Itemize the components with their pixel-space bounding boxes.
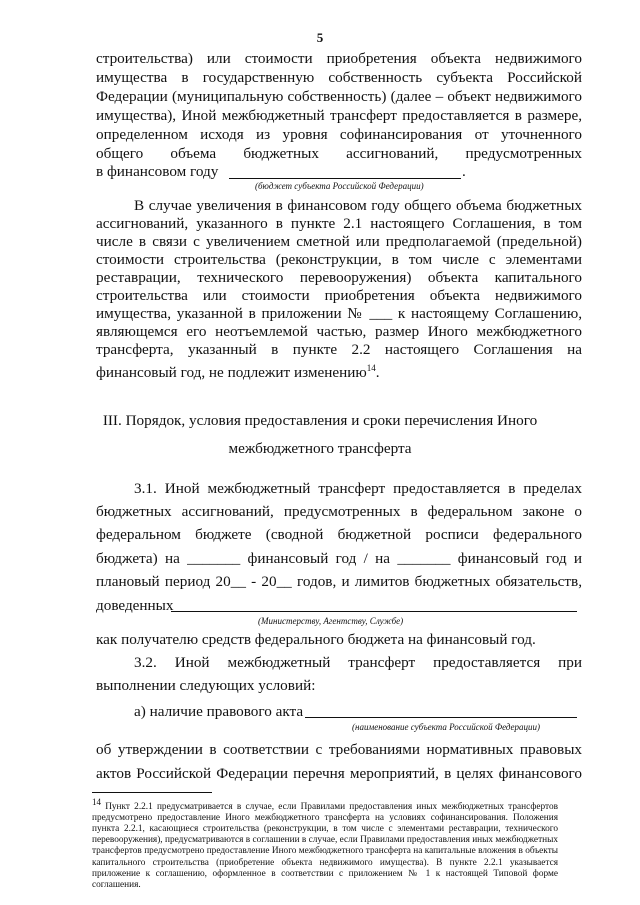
page-number: 5 [316, 30, 324, 45]
ministry-blank-caption: (Министерству, Агентству, Службе) [258, 616, 404, 626]
para2-last-line-end: . [375, 364, 380, 382]
ministry-blank-line [171, 611, 577, 612]
p32-line2: выполнении следующих условий: [96, 677, 316, 694]
footnote-reference: 14 [366, 363, 376, 373]
budget-blank-caption: (бюджет субъекта Российской Федерации) [255, 181, 424, 191]
para1-last-line-suffix: . [462, 163, 466, 180]
para1-line: Федерации (муниципальную собственность) (далее – объект недвижимого [96, 88, 582, 105]
section-heading-line2: межбюджетного трансферта [228, 440, 412, 457]
p31-line: 3.1. Иной межбюджетный трансферт предоставляется в пределах [134, 480, 582, 497]
section-heading-line1: III. Порядок, условия предоставления и сроки перечисления Иного [102, 412, 538, 429]
para2-line: В случае увеличения в финансовом году общего объема бюджетных [134, 197, 582, 214]
para2-last-line-text: финансовый год, не подлежит изменению [96, 364, 367, 382]
para2-line: трансферта, указанный в пункте 2.2 настоящего Соглашения на [96, 341, 582, 358]
p31-line: бюджетных ассигнований, предусмотренных в федеральном законе о [96, 503, 582, 520]
p32-line1: 3.2. Иной межбюджетный трансферт предоставляется при [134, 654, 582, 671]
p31-tail: как получателю средств федерального бюджета на финансовый год. [96, 631, 536, 648]
p32a-line: об утверждении в соответствии с требованиями нормативных правовых [96, 741, 582, 758]
para2-line: имущества, указанной в приложении № ___ к настоящему Соглашению, [96, 305, 582, 322]
para2-line: являющемся его неотъемлемой частью, размер Иного межбюджетного [96, 323, 582, 340]
p32a-line: актов Российской Федерации перечня мероприятий, в целях финансового [96, 765, 582, 782]
para2-line: строительства или стоимости приобретения объекта недвижимого [96, 287, 582, 304]
para2-line: ассигнований, указанного в пункте 2.1 настоящего Соглашения, в том [96, 215, 582, 232]
p31-line: плановый период 20__ - 20__ годов, и лимитов бюджетных обязательств, [96, 573, 582, 590]
legal-act-blank-line [305, 717, 577, 718]
budget-blank-line [229, 178, 461, 179]
para2-last-line [96, 359, 380, 382]
para1-last-line-prefix: в финансовом году [96, 163, 219, 180]
legal-act-blank-caption: (наименование субъекта Российской Федерации) [352, 722, 541, 732]
p31-line: бюджета) на _______ финансовый год / на _______ финансовый год и [96, 550, 582, 567]
footnote-marker: 14 [92, 797, 101, 807]
footnote [92, 797, 558, 891]
para1-line: имущества), Иной межбюджетный трансферт предоставляется в размере, [96, 107, 582, 124]
para2-line: числе в связи с увеличением сметной или предполагаемой (предельной) [96, 233, 582, 250]
p31-line: федеральном бюджете (сводной бюджетной росписи федерального [96, 526, 582, 543]
para1-line: строительства) или стоимости приобретения объекта недвижимого [96, 50, 582, 67]
para2-line: реставрации, технического перевооружения) объекта капитального [96, 269, 582, 286]
para2-line: стоимости строительства (реконструкции, в том числе с элементами [96, 251, 582, 268]
footnote-separator [92, 792, 212, 793]
p31-brought-to: доведенных [96, 597, 174, 614]
para1-line: общего объема бюджетных ассигнований, предусмотренных [96, 145, 582, 162]
para1-line: определенном исходя из уровня софинансирования от уточненного [96, 126, 582, 143]
para1-line: имущества в государственную собственность субъекта Российской [96, 69, 582, 86]
footnote-text: Пункт 2.2.1 предусматривается в случае, если Правилами предоставления иных межбюджетных трансфертов предусмотрено предоставление Иного межбюджетного трансферта на условиях софинансирования. Положения пункта 2.2.1, касающиеся строительства (реконструкции, в том числе с элементами реставрации, технического перевооружения), предусматриваются в соглашении в случае, если Правилами предоставления иных межбюджетных трансфертов предусмотрено предоставление Иного межбюджетного трансферта на капитальные вложения в объекты капитального строительства (приобретение объекта недвижимого имущества). В пункте 2.2.1 указывается приложение к соглашению, оформленное в соответствии с приложением № 1 к настоящей Типовой форме соглашения. [92, 802, 558, 890]
p32a-label: а) наличие правового акта [134, 703, 304, 720]
